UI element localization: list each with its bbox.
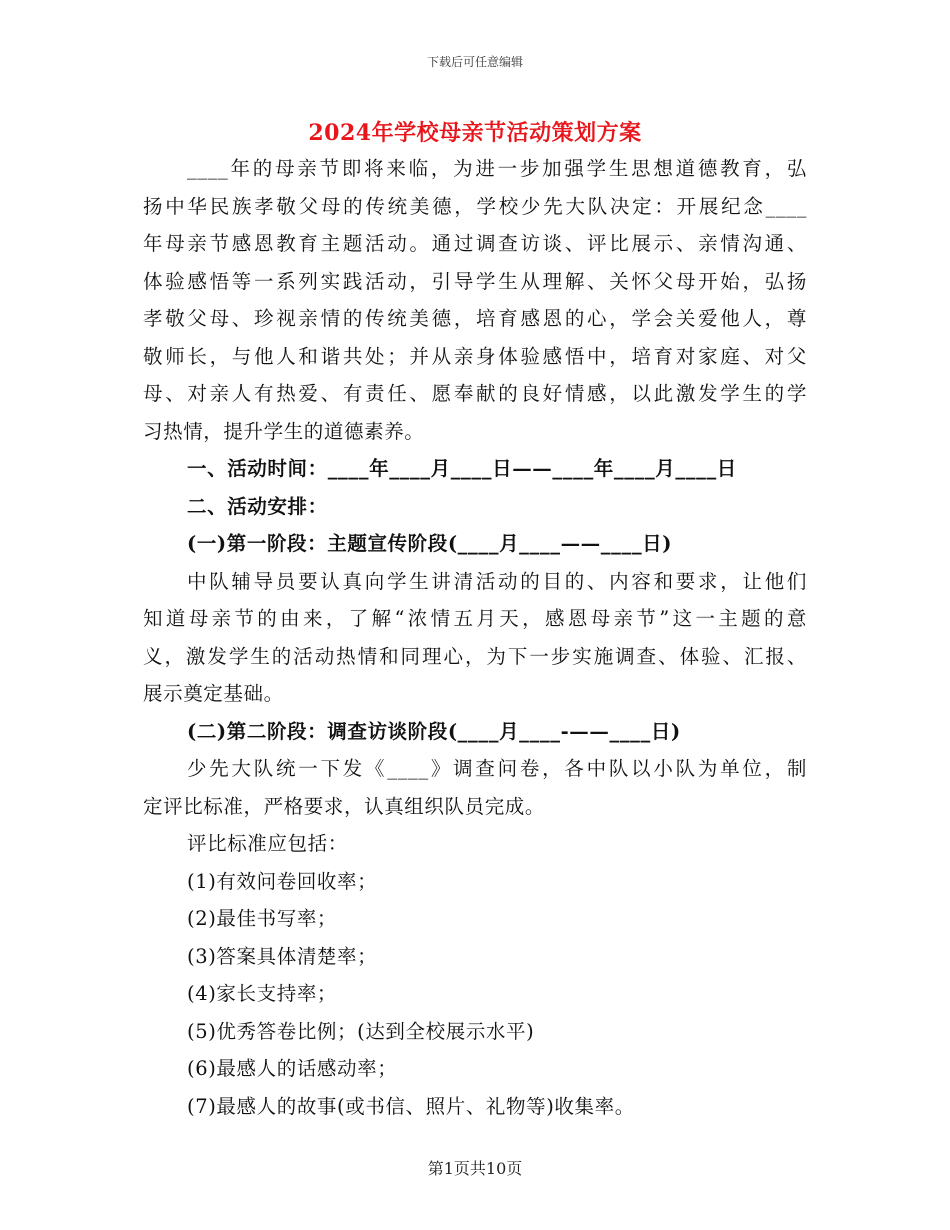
- paragraph-line: 年母亲节感恩教育主题活动。通过调查访谈、评比展示、亲情沟通、: [143, 232, 807, 255]
- paragraph-line: 展示奠定基础。: [143, 682, 284, 705]
- paragraph-line: 知道母亲节的由来，了解“浓情五月天，感恩母亲节”这一主题的意: [143, 607, 807, 630]
- page-header: 下载后可任意编辑: [426, 55, 523, 69]
- list-item: (5)优秀答卷比例；(达到全校展示水平): [187, 1019, 535, 1043]
- list-item: (3)答案具体清楚率；: [187, 944, 378, 968]
- list-item: (6)最感人的话感动率；: [187, 1057, 398, 1080]
- document-body: [143, 150, 807, 1125]
- paragraph-line: 体验感悟等一系列实践活动，引导学生从理解、关怀父母开始，弘扬: [143, 269, 807, 293]
- list-item: (4)家长支持率；: [187, 982, 338, 1005]
- criteria-intro: 评比标准应包括：: [187, 832, 348, 855]
- paragraph-line: ____年的母亲节即将来临，为进一步加强学生思想道德教育，弘: [187, 157, 807, 180]
- paragraph-line: 孝敬父母、珍视亲情的传统美德，培育感恩的心，学会关爱他人，尊: [143, 307, 807, 330]
- document-title: 2024年学校母亲节活动策划方案: [308, 120, 642, 146]
- list-item: (2)最佳书写率；: [187, 907, 338, 930]
- list-item: (7)最感人的故事(或书信、照片、礼物等)收集率。: [187, 1094, 635, 1118]
- paragraph-line: 义，激发学生的活动热情和同理心，为下一步实施调查、体验、汇报、: [143, 644, 807, 668]
- section-heading-arrangement: 二、活动安排：: [187, 494, 328, 518]
- section-heading-time: 一、活动时间：____年____月____日——____年____月____日: [187, 457, 737, 480]
- paragraph-line: 扬中华民族孝敬父母的传统美德，学校少先大队决定：开展纪念____: [143, 194, 807, 218]
- list-item: (1)有效问卷回收率；: [187, 869, 378, 893]
- paragraph-line: 母、对亲人有热爱、有责任、愿奉献的良好情感，以此激发学生的学: [143, 382, 807, 405]
- page-footer: 第1页共10页: [427, 1159, 523, 1178]
- subsection-heading-stage-2: (二)第二阶段：调查访谈阶段(____月____-——____日): [187, 719, 681, 743]
- subsection-heading-stage-1: (一)第一阶段：主题宣传阶段(____月____——____日): [187, 532, 673, 555]
- paragraph-line: 敬师长，与他人和谐共处；并从亲身体验感悟中，培育对家庭、对父: [143, 344, 807, 368]
- paragraph-line: 定评比标准，严格要求，认真组织队员完成。: [143, 794, 546, 818]
- paragraph-line: 少先大队统一下发《____》调查问卷，各中队以小队为单位，制: [187, 757, 807, 780]
- paragraph-line: 习热情，提升学生的道德素养。: [143, 419, 425, 443]
- paragraph-line: 中队辅导员要认真向学生讲清活动的目的、内容和要求，让他们: [187, 569, 807, 593]
